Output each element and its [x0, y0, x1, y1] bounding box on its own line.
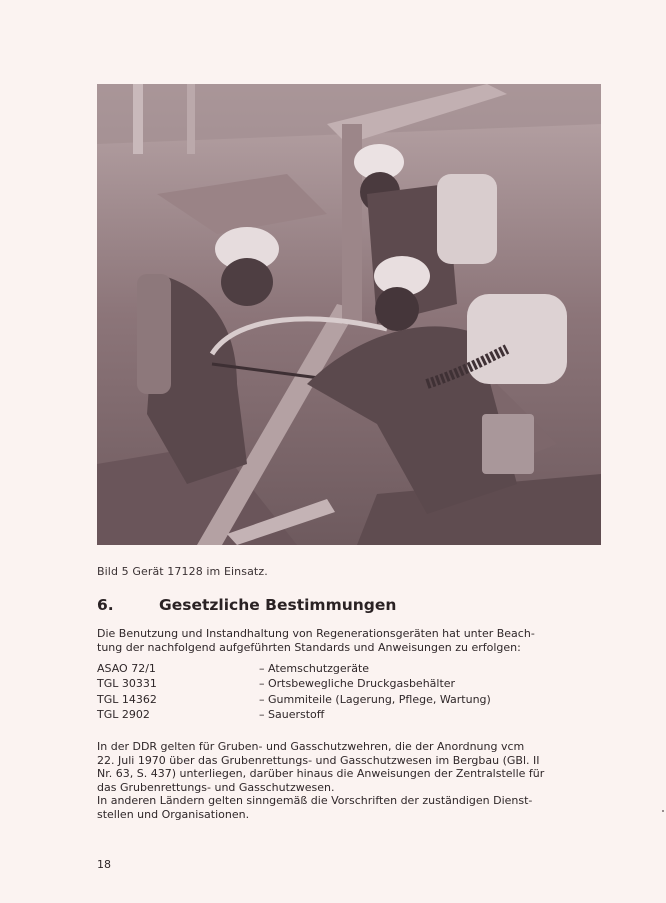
scan-speck	[662, 810, 664, 812]
breathing-apparatus	[467, 294, 567, 384]
timber-post	[133, 84, 143, 154]
standard-item	[97, 708, 597, 723]
standard-description: – Gummiteile (Lagerung, Pflege, Wartung)	[259, 692, 491, 706]
standard-item	[97, 662, 597, 677]
mine-rescue-photo-illustration	[97, 84, 601, 545]
standard-description: – Atemschutzgeräte	[259, 662, 370, 675]
paragraph-line: In der DDR gelten für Gruben- und Gasschutzwehren, die der Anordnung vcm	[97, 740, 525, 753]
timber-post	[187, 84, 195, 154]
section-heading	[97, 596, 607, 614]
regulations-paragraph	[97, 740, 605, 822]
paragraph-line: Nr. 63, S. 437) unterliegen, darüber hinaus die Anweisungen der Zentralstelle für	[97, 767, 545, 781]
section-number: 6.	[97, 596, 114, 614]
standard-code: TGL 30331	[97, 677, 157, 691]
page-number: 18	[97, 858, 111, 871]
standard-code: TGL 2902	[97, 707, 150, 721]
standard-description: – Sauerstoff	[259, 707, 325, 721]
figure-caption: Bild 5 Gerät 17128 im Einsatz.	[97, 565, 268, 578]
paragraph-line: In anderen Ländern gelten sinngemäß die Vorschriften der zuständigen Dienst-	[97, 794, 533, 808]
paragraph-line: 22. Juli 1970 über das Grubenrettungs- und Gasschutzwesen im Bergbau (GBl. II	[97, 753, 540, 767]
intro-paragraph	[97, 627, 605, 654]
face-mask	[375, 287, 419, 331]
intro-line: Die Benutzung und Instandhaltung von Regenerationsgeräten hat unter Beach-	[97, 627, 535, 640]
breathing-apparatus	[437, 174, 497, 264]
paragraph-line: stellen und Organisationen.	[97, 807, 250, 821]
standard-code: TGL 14362	[97, 692, 157, 706]
standard-code: ASAO 72/1	[97, 662, 156, 675]
paragraph-line: das Grubenrettungs- und Gasschutzwesen.	[97, 780, 335, 794]
figure-5-photo	[97, 84, 601, 545]
breathing-apparatus	[137, 274, 171, 394]
standards-list	[97, 662, 597, 723]
intro-line: tung der nachfolgend aufgeführten Standards und Anweisungen zu erfolgen:	[97, 640, 521, 654]
apparatus-canister	[482, 414, 534, 474]
standard-description: – Ortsbewegliche Druckgasbehälter	[259, 677, 456, 691]
standard-item	[97, 693, 597, 708]
section-title: Gesetzliche Bestimmungen	[159, 596, 397, 614]
standard-item	[97, 677, 597, 692]
face-mask	[221, 258, 273, 306]
